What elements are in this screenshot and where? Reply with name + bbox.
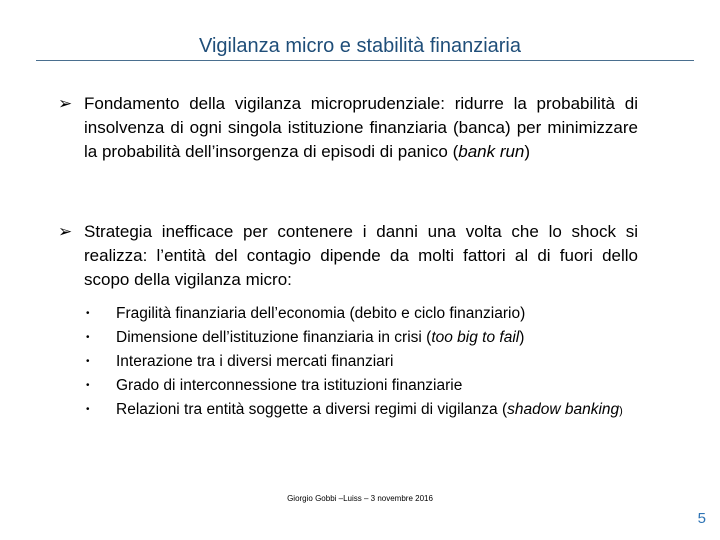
list-item-text: Fragilità finanziaria dell’economia (debito e ciclo finanziario) [116, 305, 526, 322]
bullet-text-1: Fondamento della vigilanza microprudenziale: ridurre la probabilità di insolvenza di ogni singola istituzione finanziaria (banca) per minimizzare la probabilità dell’insorgenza di episodi di panico (bank run) [84, 94, 638, 161]
dot-bullet-icon: • [86, 404, 90, 415]
arrow-bullet-icon: ➢ [58, 94, 73, 113]
bullet-text-2: Strategia inefficace per contenere i danni una volta che lo shock si realizza: l’entità del contagio dipende da molti fattori al di fuori dello scopo della vigilanza micro: [84, 222, 638, 289]
slide-title: Vigilanza micro e stabilità finanziaria [198, 35, 521, 57]
list-item [86, 398, 638, 423]
list-item-text: Dimensione dell’istituzione finanziaria in crisi (too big to fail) [116, 329, 525, 346]
title-divider [36, 60, 694, 61]
sub-bullet-list [86, 302, 638, 423]
dot-bullet-icon: • [86, 380, 90, 391]
list-item-text: Relazioni tra entità soggette a diversi regimi di vigilanza (shadow banking) [116, 401, 623, 418]
list-item-text: Grado di interconnessione tra istituzioni finanziarie [116, 377, 463, 394]
list-item [86, 326, 638, 350]
bullet-item-2 [58, 220, 638, 292]
page-number: 5 [697, 510, 706, 527]
slide-footer: Giorgio Gobbi –Luiss – 3 novembre 2016 [287, 494, 433, 503]
arrow-bullet-icon: ➢ [58, 222, 73, 241]
list-item [86, 350, 638, 374]
list-item [86, 302, 638, 326]
dot-bullet-icon: • [86, 332, 90, 343]
dot-bullet-icon: • [86, 308, 90, 319]
bullet-item-1 [58, 92, 638, 164]
list-item [86, 374, 638, 398]
dot-bullet-icon: • [86, 356, 90, 367]
list-item-text: Interazione tra i diversi mercati finanziari [116, 353, 394, 370]
